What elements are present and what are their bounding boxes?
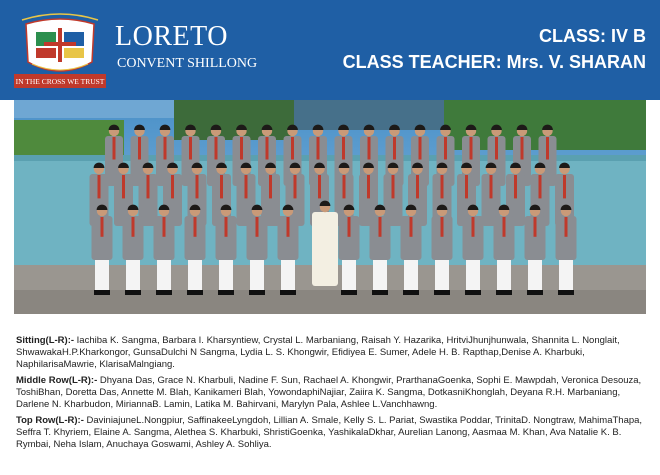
teacher-figure: [312, 201, 338, 286]
class-group-photo: [14, 100, 646, 314]
header-banner: [0, 0, 660, 100]
student-legs: [188, 260, 202, 292]
student-legs: [250, 260, 264, 292]
school-name: LORETO: [115, 21, 228, 52]
student-shoes: [218, 290, 234, 295]
student-shoes: [125, 290, 141, 295]
student-legs: [528, 260, 542, 292]
student-legs: [281, 260, 295, 292]
sitting-row-names: [16, 335, 646, 371]
top-row-names: [16, 415, 646, 451]
class-label: CLASS: IV B: [538, 26, 646, 46]
name-caption: [16, 335, 646, 455]
sitting-row-list: Iachiba K. Sangma, Barbara I. Kharsyntiew, Crystal L. Marbaniang, Raisah Y. Hazarika, HritviJhunjhunwala, Shannita L. Nonglait, ShwawakaH.P.Kharkongor, GunsaDulchi N Sangma, Lydia L. S. Khongwir, Efidiyea E. Sumer, Adele H. B. Rapthap,Denise A. Kharbuki, NaphilarisaMawrie, KlarisaMalngiang.: [16, 335, 620, 370]
student-shoes: [280, 290, 296, 295]
crest-motto: IN THE CROSS WE TRUST: [15, 77, 105, 86]
student-legs: [404, 260, 418, 292]
student-legs: [95, 260, 109, 292]
student-legs: [559, 260, 573, 292]
top-row-list: DaviniajuneL.Nongpiur, SaffinakeeLyngdoh, Lillian A. Smale, Kelly S. L. Pariat, Swastika Poddar, TrinitaD. Nongtraw, MahimaThapa, Seffra T. Khyriem, Elaine A. Sangma, Alethea S. Kharbuki, ShristiGoenka, YashikalaDkhar, Aurelian Lanong, Aasmaa M. Khan, Ava Natalie K. B. Rymbai, Neha Islam, Anuchaya Goswami, Ashley A. Sohliya.: [16, 415, 643, 450]
student-shoes: [372, 290, 388, 295]
student-shoes: [341, 290, 357, 295]
student-shoes: [496, 290, 512, 295]
student-legs: [435, 260, 449, 292]
top-row-label: Top Row(L-R):-: [16, 415, 84, 426]
student-shoes: [156, 290, 172, 295]
student-legs: [219, 260, 233, 292]
middle-row-label: Middle Row(L-R):-: [16, 375, 98, 386]
student-shoes: [403, 290, 419, 295]
middle-row-list: Dhyana Das, Grace N. Kharbuli, Nadine F. Sun, Rachael A. Khongwir, PrarthanaGoenka, Sophi E. Mawpdah, Veronica Desouza, ToshiBhan, Doretta Das, Annette M. Blah, Kanikameri Blah, YowondaphiNajiar, Zaiira K. Sangma, DotkasniKhonglah, Deyana R.H. Marbaniang, Darlene N. Kharbudon, MiriannaB. Lamin, Latika M. Bahirvani, Marylyn Pala, Ashlee L.Vanchhawng.: [16, 375, 642, 410]
school-subtitle: CONVENT SHILLONG: [117, 56, 258, 71]
student-shoes: [187, 290, 203, 295]
student-shoes: [434, 290, 450, 295]
sitting-row-label: Sitting(L-R):-: [16, 335, 75, 346]
student-shoes: [527, 290, 543, 295]
student-shoes: [249, 290, 265, 295]
student-legs: [373, 260, 387, 292]
student-legs: [466, 260, 480, 292]
middle-row-names: [16, 375, 646, 411]
school-crest-logo: [14, 10, 106, 88]
student-legs: [342, 260, 356, 292]
student-shoes: [465, 290, 481, 295]
student-shoes: [558, 290, 574, 295]
student-legs: [126, 260, 140, 292]
student-legs: [497, 260, 511, 292]
student-legs: [157, 260, 171, 292]
student-shoes: [94, 290, 110, 295]
class-teacher-label: CLASS TEACHER: Mrs. V. SHARAN: [342, 52, 646, 72]
